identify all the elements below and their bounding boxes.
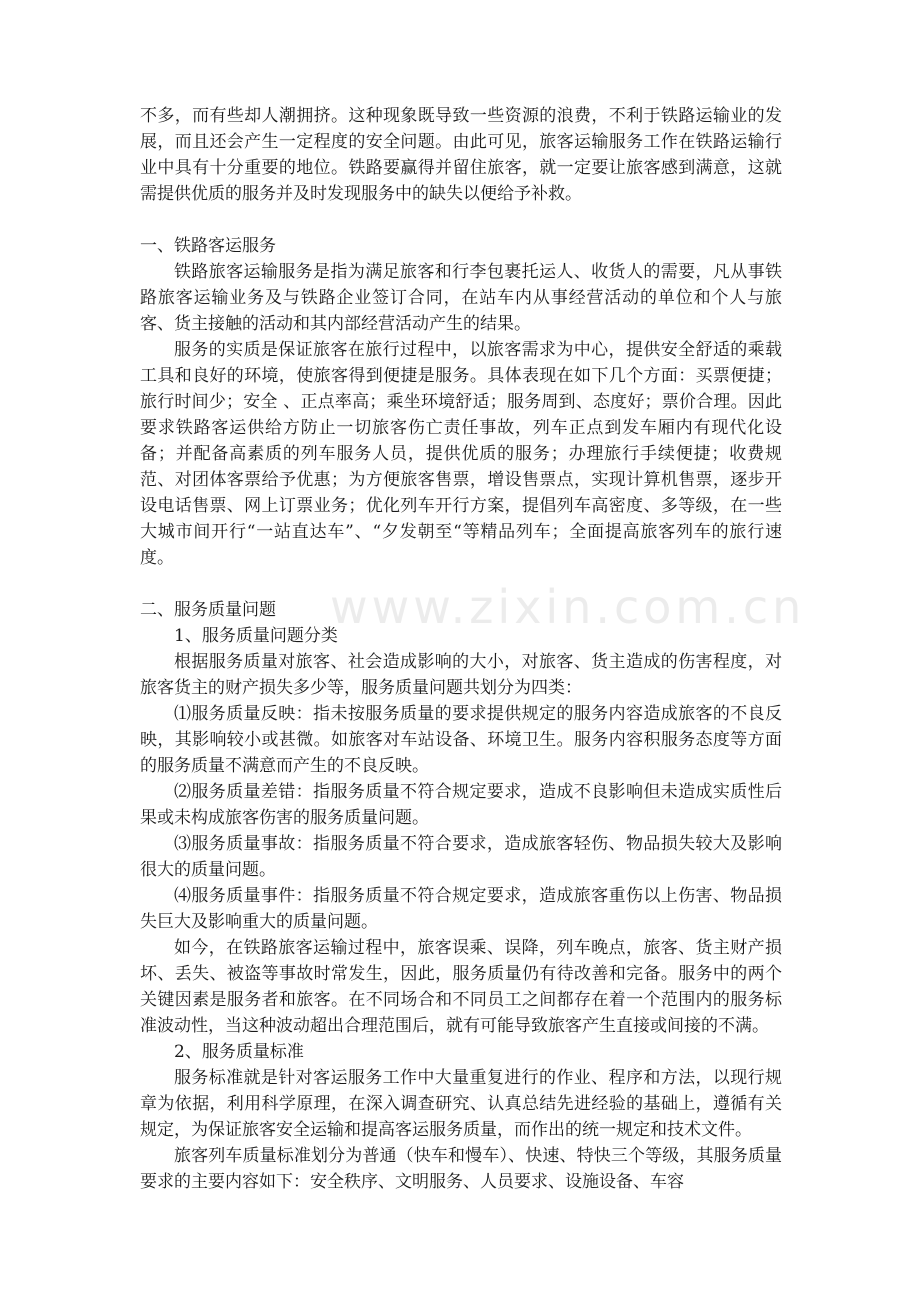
paragraph-service-essence: 服务的实质是保证旅客在旅行过程中，以旅客需求为中心，提供安全舒适的乘载工具和良好的环境，使旅客得到便捷是服务。具体表现在如下几个方面：买票便捷；旅行时间少；安全 、正点率高；乘坐环境舒适；服务周到、态度好；票价合理。因此要求铁路客运供给方防止一切旅客伤亡责任事故，列车正点到发车厢内有现代化设备；并配备高素质的列车服务人员，提供优质的服务；办理旅行手续便捷；收费规范、对团体客票给予优惠；为方便旅客售票，增设售票点，实现计算机售票，逐步开设电话售票、网上订票业务；优化列车开行方案，提倡列车高密度、多等级，在一些大城市间开行“一站直达车”、“夕发朝至“等精品列车；全面提高旅客列车的旅行速度。 <box>140 340 782 568</box>
blank-line <box>140 207 782 233</box>
list-item-4: ⑷服务质量事件：指服务质量不符合规定要求，造成旅客重伤以上伤害、物品损失巨大及影响重大的质量问题。 <box>140 886 782 932</box>
paragraph-intro: 不多，而有些却人潮拥挤。这种现象既导致一些资源的浪费，不利于铁路运输业的发展，而且还会产生一定程度的安全问题。由此可见，旅客运输服务工作在铁路运输行业中具有十分重要的地位。铁路要赢得并留住旅客，就一定要让旅客感到满意，这就需提供优质的服务并及时发现服务中的缺失以便给予补救。 <box>140 106 782 204</box>
list-item-1: ⑴服务质量反映：指未按服务质量的要求提供规定的服务内容造成旅客的不良反映，其影响较小或甚微。如旅客对车站设备、环境卫生。服务内容积服务态度等方面的服务质量不满意而产生的不良反映。 <box>140 704 782 776</box>
paragraph-classification: 根据服务质量对旅客、社会造成影响的大小，对旅客、货主造成的伤害程度，对旅客货主的财产损失多少等，服务质量问题共划分为四类： <box>140 652 782 698</box>
paragraph-train-standards: 旅客列车质量标准划分为普通（快车和慢车）、快速、特快三个等级，其服务质量要求的主要内容如下：安全秩序、文明服务、人员要求、设施设备、车容 <box>140 1146 782 1192</box>
subsection-heading-1: 1、服务质量问题分类 <box>174 626 338 646</box>
document-body <box>140 103 782 1195</box>
list-item-2: ⑵服务质量差错：指服务质量不符合规定要求，造成不良影响但未造成实质性后果或未构成旅客伤害的服务质量问题。 <box>140 782 782 828</box>
section-heading-2: 二、服务质量问题 <box>140 600 276 620</box>
paragraph-definition: 铁路旅客运输服务是指为满足旅客和行李包裹托运人、收货人的需要，凡从事铁路旅客运输业务及与铁路企业签订合同，在站车内从事经营活动的单位和个人与旅客、货主接触的活动和其内部经营活动产生的结果。 <box>140 262 782 334</box>
watermark: www.zixin.com.cn <box>330 580 806 634</box>
subsection-heading-2: 2、服务质量标准 <box>174 1042 304 1062</box>
paragraph-current-issues: 如今，在铁路旅客运输过程中，旅客误乘、误降，列车晚点，旅客、货主财产损坏、丢失、被盗等事故时常发生，因此，服务质量仍有待改善和完备。服务中的两个关键因素是服务者和旅客。在不同场合和不同员工之间都存在着一个范围内的服务标准波动性，当这种波动超出合理范围后，就有可能导致旅客产生直接或间接的不满。 <box>140 938 782 1036</box>
blank-line <box>140 571 782 597</box>
section-heading-1: 一、铁路客运服务 <box>140 236 276 256</box>
list-item-3: ⑶服务质量事故：指服务质量不符合要求，造成旅客轻伤、物品损失较大及影响很大的质量问题。 <box>140 834 782 880</box>
paragraph-standard-definition: 服务标准就是针对客运服务工作中大量重复进行的作业、程序和方法，以现行规章为依据，利用科学原理，在深入调查研究、认真总结先进经验的基础上，遵循有关规定，为保证旅客安全运输和提高客运服务质量，而作出的统一规定和技术文件。 <box>140 1068 782 1140</box>
